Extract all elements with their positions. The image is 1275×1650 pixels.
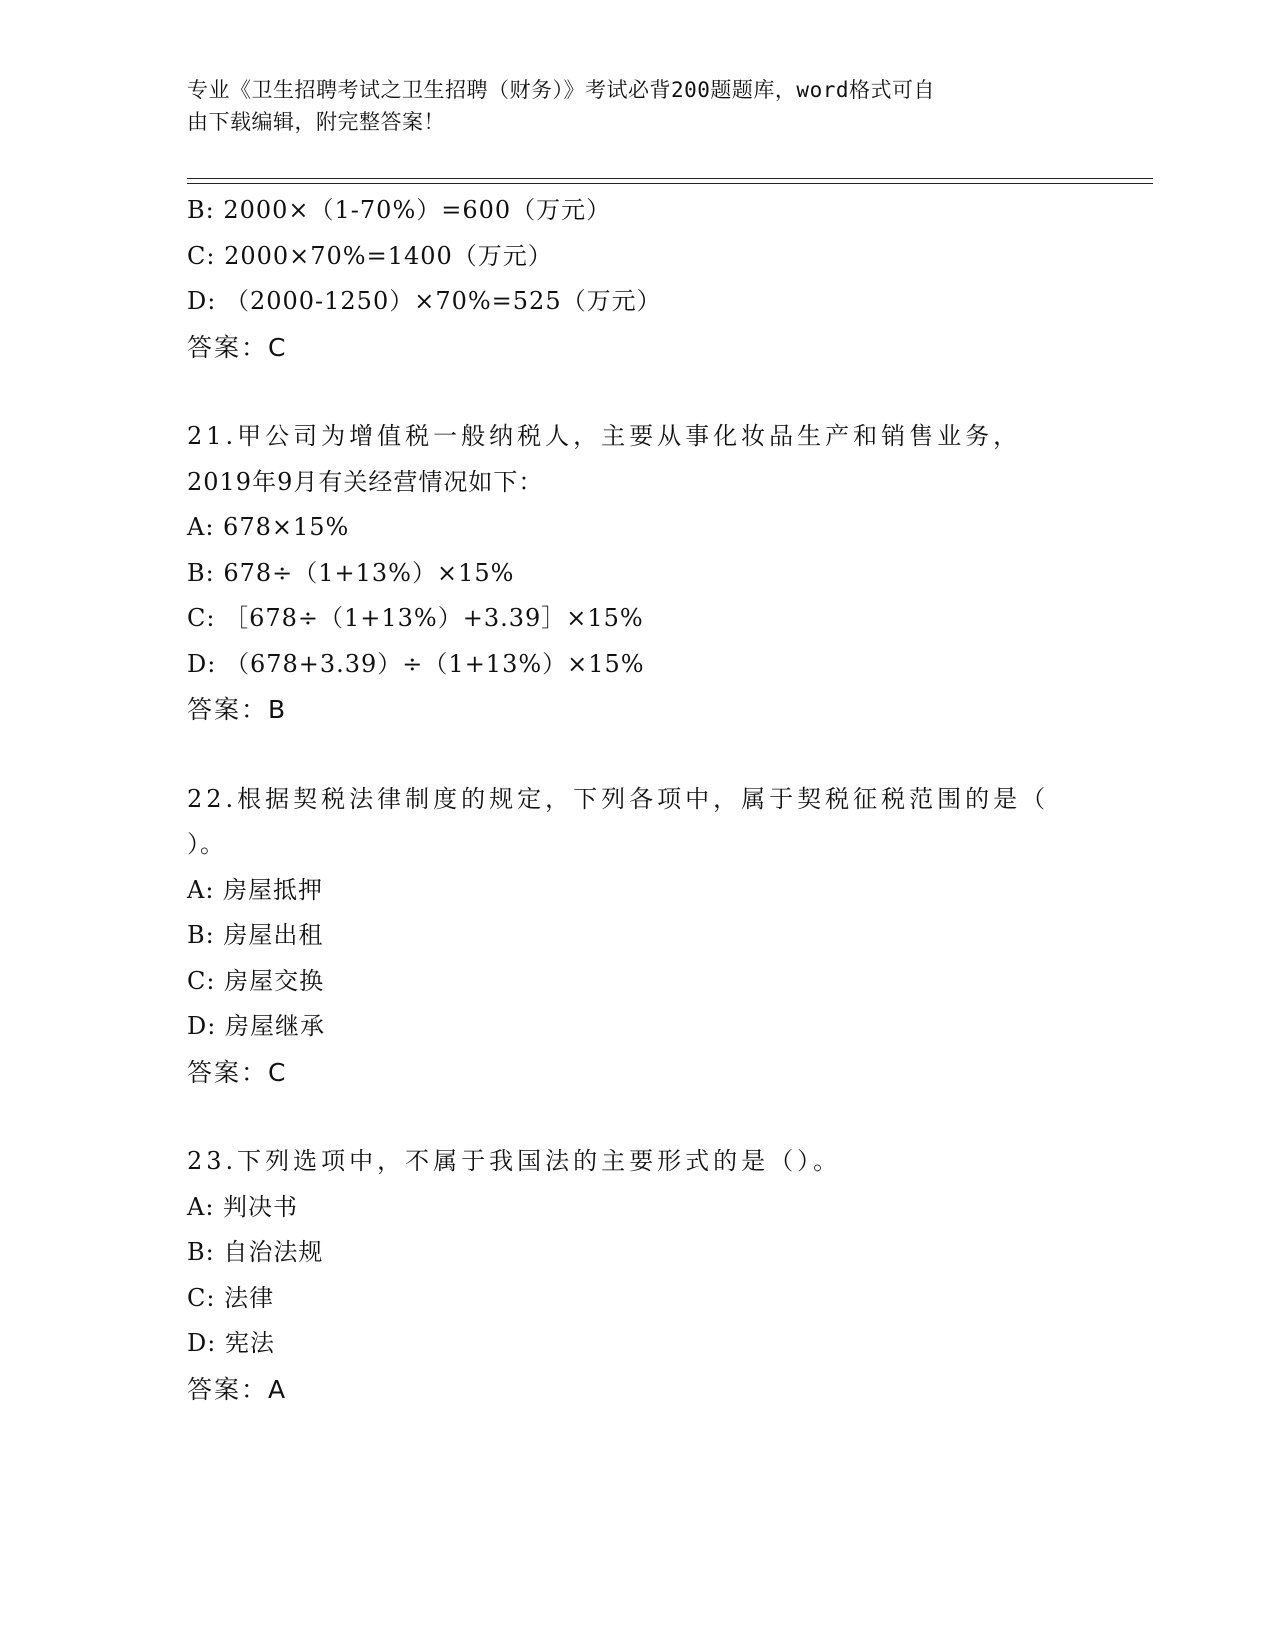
option-a: A: 678×15% xyxy=(187,513,350,541)
option-a: A: 判决书 xyxy=(187,1192,299,1221)
option-d: D: 房屋继承 xyxy=(187,1012,325,1040)
document-header xyxy=(187,74,1067,138)
question-block-23 xyxy=(187,1139,1087,1412)
spacer xyxy=(187,733,1087,777)
question-list xyxy=(187,188,1087,1412)
question-stem: 23.下列选项中，不属于我国法的主要形式的是（）。 xyxy=(187,1147,842,1175)
option-b: B: 678÷（1+13%）×15% xyxy=(187,558,515,587)
answer-line: 答案：A xyxy=(187,1374,288,1404)
answer-line: 答案：C xyxy=(187,1057,288,1087)
answer-line: 答案：C xyxy=(187,332,288,362)
question-stem: 22.根据契税法律制度的规定，下列各项中，属于契税征税范围的是（ xyxy=(187,784,1050,813)
option-d: D: 宪法 xyxy=(187,1329,275,1357)
question-block-22 xyxy=(187,777,1087,1096)
option-c: C: 房屋交换 xyxy=(187,966,325,995)
header-divider-top xyxy=(187,178,1153,179)
option-b: B: 房屋出租 xyxy=(187,921,324,949)
header-line-2: 由下载编辑，附完整答案！ xyxy=(187,110,445,134)
option-c: C: 2000×70%=1400（万元） xyxy=(187,241,553,270)
option-c: C: 法律 xyxy=(187,1283,275,1312)
header-divider-bottom xyxy=(187,183,1153,184)
header-line-1: 专业《卫生招聘考试之卫生招聘（财务）》考试必背200题题库，word格式可自 xyxy=(187,78,935,102)
question-block-prev xyxy=(187,188,1087,370)
question-stem-continued: 2019年9月有关经营情况如下： xyxy=(187,467,544,496)
option-d: D: （2000-1250）×70%=525（万元） xyxy=(187,287,662,315)
option-d: D: （678+3.39）÷（1+13%）×15% xyxy=(187,649,645,678)
option-a: A: 房屋抵押 xyxy=(187,875,324,904)
answer-line: 答案：B xyxy=(187,695,288,724)
question-block-21 xyxy=(187,414,1087,733)
spacer xyxy=(187,1095,1087,1139)
spacer xyxy=(187,370,1087,414)
option-b: B: 2000×（1-70%）=600（万元） xyxy=(187,196,612,224)
question-stem: 21.甲公司为增值税一般纳税人，主要从事化妆品生产和销售业务， xyxy=(187,422,1022,450)
option-b: B: 自治法规 xyxy=(187,1238,324,1266)
question-stem-continued: ）。 xyxy=(187,830,225,858)
option-c: C: ［678÷（1+13%）+3.39］×15% xyxy=(187,604,644,632)
